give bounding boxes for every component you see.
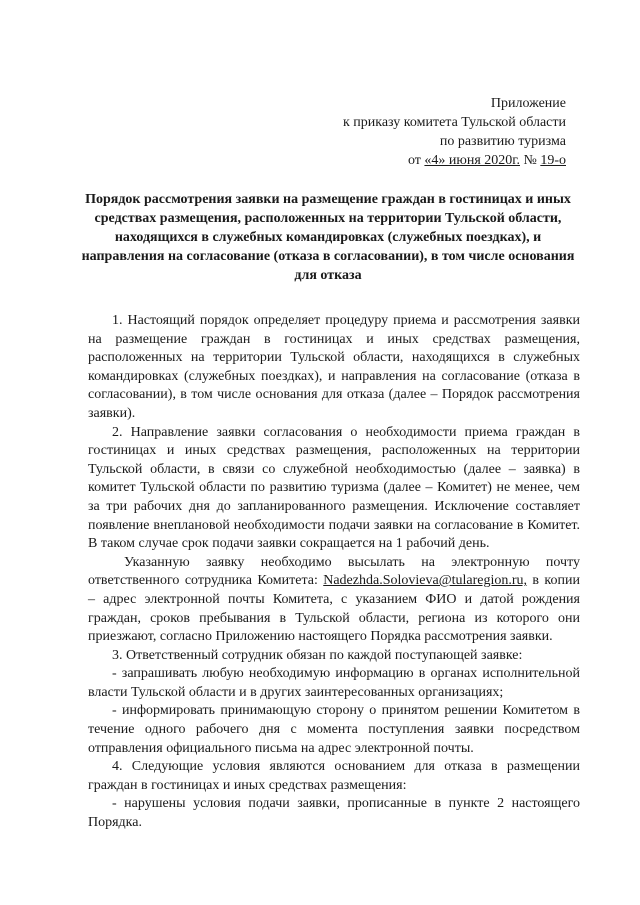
paragraph-5: - запрашивать любую необходимую информацию в органах исполнительной власти Тульской области и в других заинтересованных организациях; [88,666,580,700]
appendix-number: 19-о [540,153,566,168]
appendix-line-4 [343,151,566,170]
paragraph-3-text-after: в копии – адрес электронной почты Комитета, с указанием ФИО и датой рождения граждан, сроков пребывания в Тульской области, региона из которого они приезжают, согласно Приложению настоящего Порядка рассмотрения заявки. [88,573,580,645]
responsible-email-link[interactable]: Nadezhda.Solovieva@tularegion.ru, [323,573,528,589]
paragraph-6: - информировать принимающую сторону о принятом решении Комитетом в течение одного рабочего дня с момента поступления заявки посредством отправления официального письма на адрес электронной почты. [88,703,580,756]
appendix-number-label: № [519,153,541,168]
paragraph-1: 1. Настоящий порядок определяет процедуру приема и рассмотрения заявки на размещение граждан в гостиницах и иных средствах размещения, расположенных на территории Тульской области, находящихся в служебных командировках (служебных поездках), и направления на согласование (отказа в согласовании), в том числе основания для отказа (далее – Порядок рассмотрения заявки). [88,313,580,421]
appendix-header [343,94,566,170]
document-body [88,312,580,833]
paragraph-2: 2. Направление заявки согласования о необходимости приема граждан в гостиницах и иных средствах размещения, расположенных на территории Тульской области, в связи со служебной необходимостью (далее – заявка) в комитет Тульской области по развитию туризма (далее – Комитет) не менее, чем за три рабочих дня до запланированного размещения. Исключение составляет появление внеплановой необходимости подачи заявки на согласование в Комитет. В таком случае срок подачи заявки сокращается на 1 рабочий день. [88,424,580,552]
appendix-date-prefix: от [407,153,425,168]
appendix-line-2: к приказу комитета Тульской области [342,115,566,130]
paragraph-8: - нарушены условия подачи заявки, прописанные в пункте 2 настоящего Порядка. [88,796,580,831]
paragraph-7: 4. Следующие условия являются основанием для отказа в размещении граждан в гостиницах и иных средствах размещения: [88,759,580,793]
appendix-line-1: Приложение [490,96,566,111]
paragraph-3-text-before: Указанную заявку необходимо высылать на электронную почту ответственного сотрудника Комитета: [88,554,580,589]
paragraph-4: 3. Ответственный сотрудник обязан по каждой поступающей заявке: [112,647,523,663]
paragraph-3 [88,554,580,647]
appendix-line-3: по развитию туризма [439,134,566,149]
document-title: Порядок рассмотрения заявки на размещение граждан в гостиницах и иных средствах размещения, расположенных на территории Тульской области, находящихся в служебных командировках (служебных поездках), и направления на согласование (отказа в согласовании), в том числе основания для отказа [81,192,575,283]
appendix-date: «4» июня 2020г. [424,153,520,168]
